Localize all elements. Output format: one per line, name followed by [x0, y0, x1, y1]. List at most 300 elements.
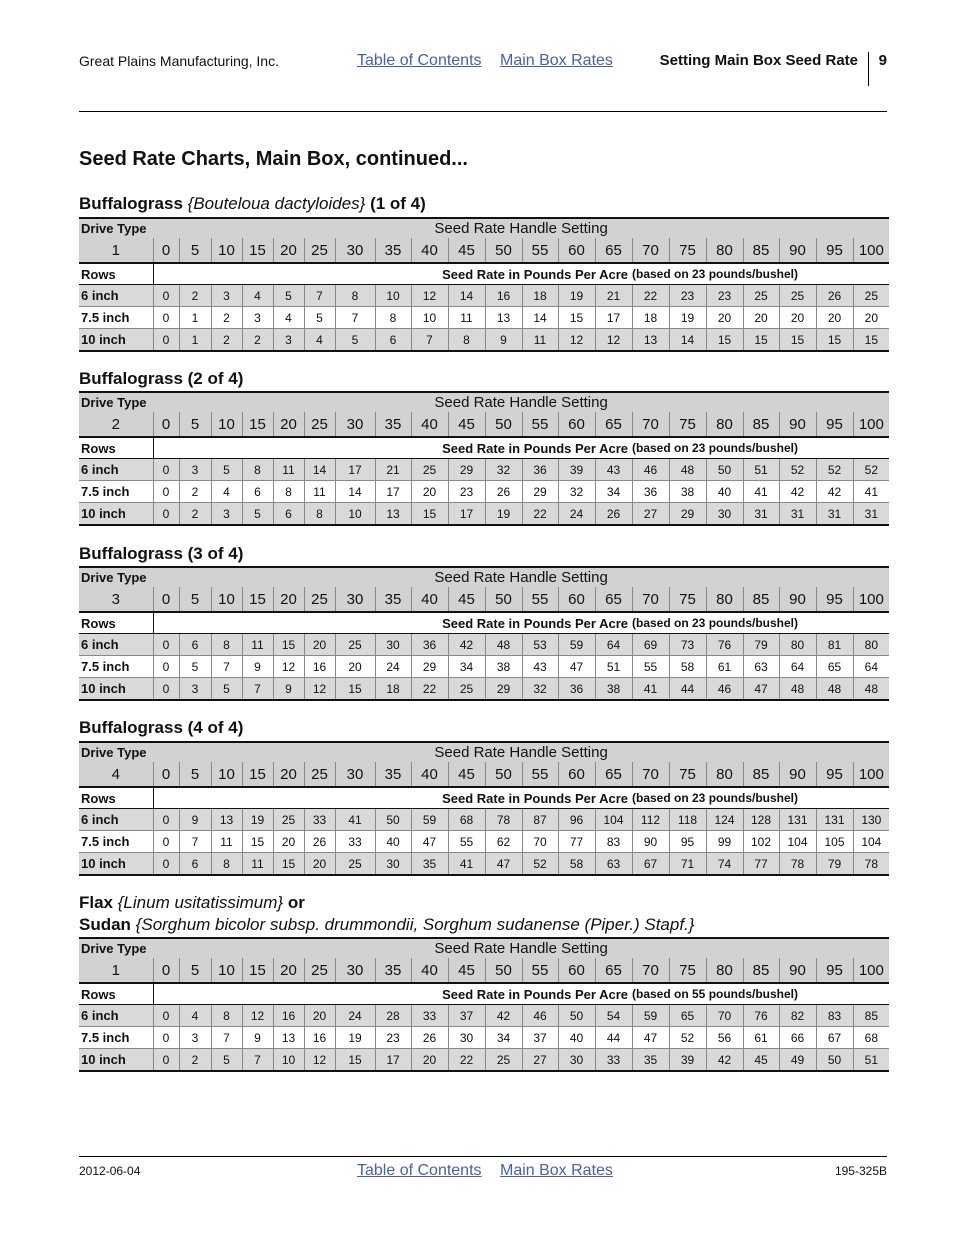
table-cell: 66: [779, 1027, 816, 1049]
table-cell: 12: [304, 678, 335, 701]
table-cell: 99: [706, 831, 743, 853]
handle-setting-value: 15: [242, 958, 273, 983]
handle-setting-value: 20: [273, 762, 304, 787]
table-cell: 131: [779, 809, 816, 831]
table-cell: 15: [816, 329, 853, 352]
table-cell: 52: [816, 459, 853, 481]
table-cell: 50: [558, 1005, 595, 1027]
handle-setting-value: 20: [273, 587, 304, 612]
table-cell: 34: [448, 656, 485, 678]
rows-label: Rows: [79, 983, 153, 1005]
table-cell: 131: [816, 809, 853, 831]
handle-setting-value: 0: [153, 587, 179, 612]
row-spacing-label: 6 inch: [79, 459, 153, 481]
row-spacing-label: 10 inch: [79, 329, 153, 352]
rows-label-row: [79, 263, 889, 285]
table-cell: 68: [448, 809, 485, 831]
handle-setting-value: 30: [335, 958, 375, 983]
handle-setting-value: 55: [522, 412, 558, 437]
table-cell: 13: [375, 503, 411, 526]
table-cell: 9: [242, 1027, 273, 1049]
table-cell: 19: [242, 809, 273, 831]
table-cell: 65: [669, 1005, 706, 1027]
bushel-weight-note: (based on 23 pounds/bushel): [632, 437, 889, 459]
table-cell: 15: [411, 503, 448, 526]
table-cell: 46: [632, 459, 669, 481]
table-cell: 32: [558, 481, 595, 503]
table-cell: 23: [448, 481, 485, 503]
handle-setting-value: 15: [242, 762, 273, 787]
handle-setting-value: 65: [595, 412, 632, 437]
handle-setting-value: 60: [558, 587, 595, 612]
seed-rate-table: [79, 217, 889, 352]
table-cell: 8: [242, 459, 273, 481]
settings-row: [79, 238, 889, 263]
handle-setting-value: 15: [242, 412, 273, 437]
handle-setting-value: 100: [853, 412, 889, 437]
handle-setting-value: 0: [153, 958, 179, 983]
table-cell: 23: [375, 1027, 411, 1049]
table-cell: 26: [595, 503, 632, 526]
rows-label: Rows: [79, 437, 153, 459]
handle-setting-value: 40: [411, 762, 448, 787]
table-cell: 20: [335, 656, 375, 678]
row-spacing-label: 6 inch: [79, 809, 153, 831]
header-rule: [79, 111, 887, 112]
table-cell: 48: [779, 678, 816, 701]
settings-row: [79, 412, 889, 437]
table-cell: 0: [153, 853, 179, 876]
table-cell: 33: [335, 831, 375, 853]
table-title: [79, 368, 243, 390]
handle-setting-value: 75: [669, 412, 706, 437]
handle-setting-value: 100: [853, 762, 889, 787]
handle-setting-value: 45: [448, 958, 485, 983]
table-cell: 48: [485, 634, 522, 656]
table-cell: 10: [273, 1049, 304, 1072]
rows-label-row: [79, 612, 889, 634]
table-cell: 20: [816, 307, 853, 329]
table-cell: 78: [779, 853, 816, 876]
handle-setting-value: 85: [743, 238, 779, 263]
table-cell: 63: [595, 853, 632, 876]
table-cell: 38: [485, 656, 522, 678]
toc-link[interactable]: Table of Contents: [357, 52, 482, 69]
table-cell: 12: [273, 656, 304, 678]
handle-setting-value: 95: [816, 412, 853, 437]
table-cell: 7: [179, 831, 211, 853]
table-cell: 27: [522, 1049, 558, 1072]
table-cell: 33: [304, 809, 335, 831]
table-title: [79, 193, 426, 215]
table-cell: 20: [411, 481, 448, 503]
table-cell: 9: [242, 656, 273, 678]
table-cell: 56: [706, 1027, 743, 1049]
table-cell: 79: [816, 853, 853, 876]
table-cell: 19: [485, 503, 522, 526]
main-box-rates-link[interactable]: Main Box Rates: [499, 52, 613, 69]
table-cell: 8: [211, 853, 242, 876]
table-cell: 1: [179, 329, 211, 352]
table-cell: 15: [779, 329, 816, 352]
handle-setting-value: 85: [743, 958, 779, 983]
table-cell: 41: [632, 678, 669, 701]
table-cell: 22: [522, 503, 558, 526]
handle-setting-value: 35: [375, 958, 411, 983]
handle-setting-value: 50: [485, 958, 522, 983]
rows-label: Rows: [79, 263, 153, 285]
table-cell: 0: [153, 831, 179, 853]
table-cell: 55: [632, 656, 669, 678]
table-cell: 85: [853, 1005, 889, 1027]
table-cell: 41: [853, 481, 889, 503]
handle-setting-value: 95: [816, 238, 853, 263]
table-row: [79, 459, 889, 481]
table-cell: 3: [211, 503, 242, 526]
table-cell: 16: [304, 1027, 335, 1049]
handle-setting-value: 15: [242, 587, 273, 612]
table-cell: 77: [743, 853, 779, 876]
table-cell: 10: [411, 307, 448, 329]
table-cell: 77: [558, 831, 595, 853]
handle-setting-value: 100: [853, 238, 889, 263]
species-name: Flax: [79, 893, 118, 912]
table-cell: 71: [669, 853, 706, 876]
handle-setting-value: 60: [558, 412, 595, 437]
handle-setting-value: 50: [485, 762, 522, 787]
table-cell: 40: [558, 1027, 595, 1049]
handle-setting-value: 25: [304, 587, 335, 612]
table-cell: 5: [179, 656, 211, 678]
table-cell: 67: [816, 1027, 853, 1049]
table-cell: 45: [743, 1049, 779, 1072]
table-cell: 47: [558, 656, 595, 678]
table-cell: 39: [558, 459, 595, 481]
table-cell: 20: [743, 307, 779, 329]
table-cell: 17: [375, 1049, 411, 1072]
table-cell: 26: [411, 1027, 448, 1049]
handle-setting-value: 45: [448, 238, 485, 263]
page-title: Seed Rate Charts, Main Box, continued...: [79, 148, 468, 170]
table-cell: 2: [179, 1049, 211, 1072]
table-cell: 19: [669, 307, 706, 329]
table-cell: 4: [273, 307, 304, 329]
table-cell: 28: [375, 1005, 411, 1027]
title-suffix: or: [283, 893, 305, 912]
handle-setting-value: 90: [779, 958, 816, 983]
rows-label: Rows: [79, 612, 153, 634]
table-header-row: [79, 218, 889, 238]
handle-setting-value: 10: [211, 587, 242, 612]
table-cell: 12: [411, 285, 448, 307]
table-cell: 33: [411, 1005, 448, 1027]
table-cell: 30: [375, 634, 411, 656]
seed-rate-table: [79, 391, 889, 526]
rate-units-label: Seed Rate in Pounds Per Acre: [153, 612, 632, 634]
handle-setting-value: 10: [211, 412, 242, 437]
table-cell: 47: [743, 678, 779, 701]
handle-setting-value: 40: [411, 238, 448, 263]
table-cell: 19: [558, 285, 595, 307]
handle-setting-value: 25: [304, 762, 335, 787]
table-cell: 20: [411, 1049, 448, 1072]
handle-setting-value: 80: [706, 412, 743, 437]
table-cell: 128: [743, 809, 779, 831]
table-cell: 41: [743, 481, 779, 503]
handle-setting-value: 5: [179, 238, 211, 263]
table-cell: 14: [669, 329, 706, 352]
document-number: 195-325B: [834, 1164, 887, 1178]
table-row: [79, 503, 889, 526]
table-cell: 63: [743, 656, 779, 678]
table-cell: 76: [743, 1005, 779, 1027]
table-cell: 20: [706, 307, 743, 329]
drive-type-label: Drive Type: [79, 938, 153, 958]
table-cell: 27: [632, 503, 669, 526]
table-cell: 20: [304, 634, 335, 656]
table-cell: 35: [411, 853, 448, 876]
table-cell: 7: [304, 285, 335, 307]
handle-setting-value: 15: [242, 238, 273, 263]
table-cell: 2: [211, 329, 242, 352]
handle-setting-value: 5: [179, 958, 211, 983]
handle-setting-value: 55: [522, 587, 558, 612]
settings-row: [79, 958, 889, 983]
table-cell: 13: [632, 329, 669, 352]
table-cell: 104: [779, 831, 816, 853]
table-cell: 36: [522, 459, 558, 481]
table-cell: 17: [335, 459, 375, 481]
handle-setting-label: Seed Rate Handle Setting: [153, 742, 889, 762]
table-cell: 76: [706, 634, 743, 656]
table-title: [79, 892, 694, 936]
table-cell: 46: [522, 1005, 558, 1027]
table-row: [79, 1027, 889, 1049]
seed-rate-table: [79, 566, 889, 701]
rate-units-label: Seed Rate in Pounds Per Acre: [153, 437, 632, 459]
rate-units-label: Seed Rate in Pounds Per Acre: [153, 787, 632, 809]
table-cell: 90: [632, 831, 669, 853]
handle-setting-value: 95: [816, 587, 853, 612]
table-cell: 10: [335, 503, 375, 526]
rows-label-row: [79, 437, 889, 459]
table-cell: 95: [669, 831, 706, 853]
handle-setting-label: Seed Rate Handle Setting: [153, 392, 889, 412]
table-cell: 51: [595, 656, 632, 678]
table-cell: 25: [335, 634, 375, 656]
handle-setting-value: 95: [816, 958, 853, 983]
handle-setting-value: 10: [211, 762, 242, 787]
table-cell: 36: [632, 481, 669, 503]
handle-setting-value: 35: [375, 412, 411, 437]
species-name: Buffalograss (2 of 4): [79, 369, 244, 388]
toc-link[interactable]: Table of Contents: [357, 1162, 482, 1179]
table-cell: 23: [669, 285, 706, 307]
table-cell: 0: [153, 503, 179, 526]
table-cell: 41: [448, 853, 485, 876]
table-cell: 18: [632, 307, 669, 329]
table-cell: 18: [375, 678, 411, 701]
table-cell: 52: [779, 459, 816, 481]
bushel-weight-note: (based on 55 pounds/bushel): [632, 983, 889, 1005]
drive-type-label: Drive Type: [79, 218, 153, 238]
page-number: 9: [878, 52, 887, 69]
main-box-rates-link[interactable]: Main Box Rates: [499, 1162, 613, 1179]
table-cell: 87: [522, 809, 558, 831]
table-cell: 33: [595, 1049, 632, 1072]
table-cell: 15: [706, 329, 743, 352]
botanical-name: {Bouteloua dactyloides}: [187, 194, 366, 213]
handle-setting-label: Seed Rate Handle Setting: [153, 218, 889, 238]
table-cell: 59: [411, 809, 448, 831]
table-cell: 25: [485, 1049, 522, 1072]
table-cell: 2: [211, 307, 242, 329]
table-cell: 64: [595, 634, 632, 656]
table-cell: 8: [375, 307, 411, 329]
handle-setting-value: 95: [816, 762, 853, 787]
table-cell: 43: [522, 656, 558, 678]
table-cell: 42: [485, 1005, 522, 1027]
handle-setting-value: 80: [706, 762, 743, 787]
handle-setting-value: 55: [522, 762, 558, 787]
table-cell: 9: [485, 329, 522, 352]
table-cell: 73: [669, 634, 706, 656]
table-cell: 1: [179, 307, 211, 329]
table-cell: 15: [335, 1049, 375, 1072]
table-row: [79, 285, 889, 307]
handle-setting-value: 25: [304, 958, 335, 983]
table-cell: 50: [816, 1049, 853, 1072]
table-row: [79, 809, 889, 831]
row-spacing-label: 6 inch: [79, 634, 153, 656]
table-cell: 2: [179, 503, 211, 526]
seed-rate-table: [79, 741, 889, 876]
table-cell: 6: [375, 329, 411, 352]
table-cell: 3: [273, 329, 304, 352]
table-cell: 31: [743, 503, 779, 526]
table-cell: 44: [595, 1027, 632, 1049]
table-cell: 29: [485, 678, 522, 701]
table-cell: 8: [304, 503, 335, 526]
handle-setting-value: 60: [558, 238, 595, 263]
table-cell: 0: [153, 481, 179, 503]
handle-setting-value: 90: [779, 238, 816, 263]
table-cell: 29: [448, 459, 485, 481]
handle-setting-value: 40: [411, 587, 448, 612]
handle-setting-value: 50: [485, 412, 522, 437]
table-cell: 61: [743, 1027, 779, 1049]
handle-setting-value: 50: [485, 587, 522, 612]
table-cell: 25: [273, 809, 304, 831]
table-cell: 42: [448, 634, 485, 656]
drive-type-label: Drive Type: [79, 392, 153, 412]
table-row: [79, 656, 889, 678]
table-cell: 50: [375, 809, 411, 831]
drive-type-label: Drive Type: [79, 567, 153, 587]
handle-setting-value: 10: [211, 238, 242, 263]
botanical-name: {Sorghum bicolor subsp. drummondii, Sorghum sudanense (Piper.) Stapf.}: [135, 915, 695, 934]
table-cell: 31: [816, 503, 853, 526]
table-cell: 78: [853, 853, 889, 876]
table-cell: 24: [558, 503, 595, 526]
title-suffix: (1 of 4): [365, 194, 426, 213]
table-cell: 54: [595, 1005, 632, 1027]
table-cell: 40: [375, 831, 411, 853]
table-cell: 18: [522, 285, 558, 307]
species-name: Buffalograss (3 of 4): [79, 544, 244, 563]
table-cell: 70: [706, 1005, 743, 1027]
table-cell: 5: [304, 307, 335, 329]
row-spacing-label: 7.5 inch: [79, 307, 153, 329]
table-header-row: [79, 742, 889, 762]
table-title: [79, 717, 243, 739]
table-cell: 49: [779, 1049, 816, 1072]
drive-type-value: 2: [79, 412, 153, 437]
table-cell: 9: [273, 678, 304, 701]
table-cell: 59: [632, 1005, 669, 1027]
table-cell: 37: [448, 1005, 485, 1027]
table-cell: 112: [632, 809, 669, 831]
table-cell: 0: [153, 634, 179, 656]
table-cell: 130: [853, 809, 889, 831]
table-cell: 64: [779, 656, 816, 678]
table-cell: 96: [558, 809, 595, 831]
header-divider: [868, 52, 869, 86]
table-cell: 22: [411, 678, 448, 701]
table-cell: 21: [375, 459, 411, 481]
row-spacing-label: 6 inch: [79, 1005, 153, 1027]
table-cell: 17: [448, 503, 485, 526]
table-cell: 4: [211, 481, 242, 503]
handle-setting-value: 80: [706, 958, 743, 983]
handle-setting-value: 45: [448, 762, 485, 787]
handle-setting-value: 80: [706, 587, 743, 612]
table-row: [79, 678, 889, 701]
table-cell: 0: [153, 1049, 179, 1072]
table-cell: 12: [304, 1049, 335, 1072]
handle-setting-value: 30: [335, 412, 375, 437]
species-name: Buffalograss (4 of 4): [79, 718, 244, 737]
table-cell: 10: [375, 285, 411, 307]
table-cell: 65: [816, 656, 853, 678]
table-cell: 24: [335, 1005, 375, 1027]
species-name: Sudan: [79, 915, 136, 934]
table-cell: 105: [816, 831, 853, 853]
table-cell: 42: [779, 481, 816, 503]
handle-setting-value: 60: [558, 762, 595, 787]
handle-setting-value: 0: [153, 412, 179, 437]
table-cell: 16: [485, 285, 522, 307]
table-cell: 0: [153, 1005, 179, 1027]
table-cell: 48: [853, 678, 889, 701]
table-cell: 32: [485, 459, 522, 481]
table-cell: 3: [179, 459, 211, 481]
table-cell: 26: [816, 285, 853, 307]
table-cell: 58: [669, 656, 706, 678]
table-cell: 20: [273, 831, 304, 853]
handle-setting-value: 5: [179, 587, 211, 612]
table-cell: 25: [411, 459, 448, 481]
table-cell: 15: [273, 634, 304, 656]
table-cell: 15: [335, 678, 375, 701]
handle-setting-value: 0: [153, 762, 179, 787]
footer-links: [357, 1162, 627, 1180]
table-cell: 51: [743, 459, 779, 481]
table-cell: 8: [273, 481, 304, 503]
table-cell: 22: [448, 1049, 485, 1072]
table-cell: 74: [706, 853, 743, 876]
table-cell: 25: [743, 285, 779, 307]
